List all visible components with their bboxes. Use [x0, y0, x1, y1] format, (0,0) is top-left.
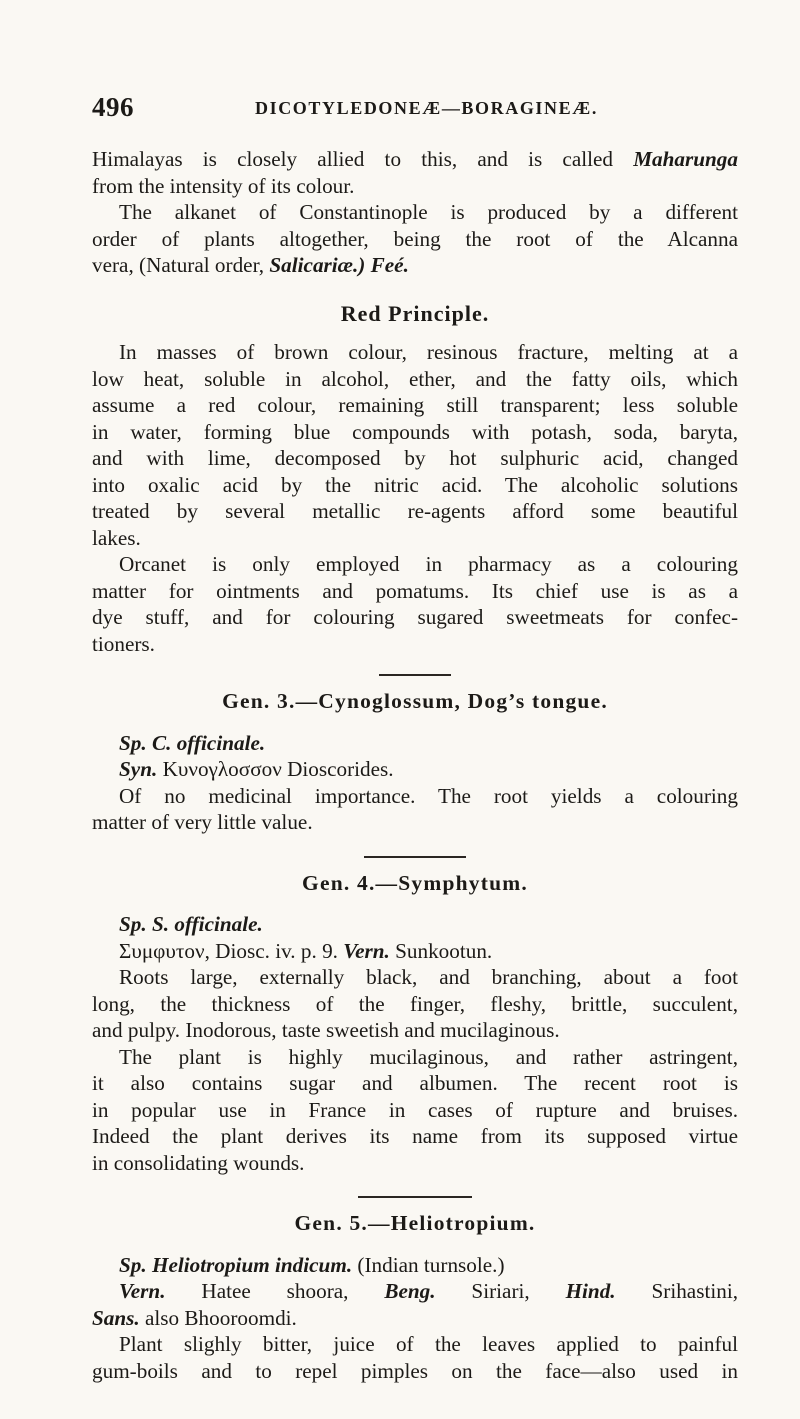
body-line: Of no medicinal importance. The root yields a colouring [119, 783, 738, 808]
body-line: The alkanet of Constantinople is produced by a different [119, 200, 738, 224]
body-line: in consolidating wounds. [92, 1150, 305, 1175]
body-line: vera, (Natural order, Salicariæ.) Feé. [92, 253, 409, 277]
body-line: matter of very little value. [92, 810, 313, 834]
body-line: from the intensity of its colour. [92, 173, 355, 198]
body-line: treated by several metallic re-agents afford some beautiful [92, 499, 738, 523]
body-line: order of plants altogether, being the root of the Alcanna [92, 226, 738, 251]
body-line: The plant is highly mucilaginous, and rather astringent, [119, 1044, 738, 1069]
body-line: Himalayas is closely allied to this, and is called Maharunga [92, 147, 738, 171]
body-line: lakes. [92, 525, 141, 550]
synonym-line: Syn. Κυνογλοσσον Dioscorides. [119, 757, 394, 781]
body-line: gum-boils and to repel pimples on the face—also used in [92, 1358, 738, 1383]
body-line: Indeed the plant derives its name from its supposed virtue [92, 1124, 738, 1148]
body-line: Plant slighly bitter, juice of the leaves applied to painful [119, 1332, 738, 1356]
section-heading-gen-5: Gen. 5.—Heliotropium. [294, 1211, 536, 1235]
body-line: long, the thickness of the finger, fleshy, brittle, succulent, [92, 991, 738, 1016]
body-line: dye stuff, and for colouring sugared sweetmeats for confec- [92, 605, 738, 629]
page-number: 496 [92, 92, 134, 122]
body-line: In masses of brown colour, resinous fracture, melting at a [119, 340, 738, 364]
body-line: into oxalic acid by the nitric acid. The alcoholic solutions [92, 472, 738, 497]
body-line: and pulpy. Inodorous, taste sweetish and mucilaginous. [92, 1018, 560, 1042]
body-line: low heat, soluble in alcohol, ether, and the fatty oils, which [92, 366, 738, 391]
body-line: Roots large, externally black, and branching, about a foot [119, 965, 738, 989]
body-line: matter for ointments and pomatums. Its chief use is as a [92, 578, 738, 603]
section-divider [364, 856, 466, 858]
vernacular-line: Vern. Hatee shoora, Beng. Siriari, Hind. Srihastini, [119, 1279, 739, 1303]
body-line: Orcanet is only employed in pharmacy as a colouring [119, 552, 738, 576]
body-line: and with lime, decomposed by hot sulphuric acid, changed [92, 446, 738, 470]
section-divider [358, 1196, 472, 1198]
section-heading-gen-4: Gen. 4.—Symphytum. [302, 870, 528, 895]
body-line: it also contains sugar and albumen. The recent root is [92, 1071, 738, 1095]
body-line: in popular use in France in cases of rupture and bruises. [92, 1097, 738, 1122]
page-header [92, 92, 732, 132]
species-line: Sp. C. officinale. [119, 730, 266, 755]
running-head: DICOTYLEDONEÆ—BORAGINEÆ. [255, 98, 598, 118]
body-line: in water, forming blue compounds with potash, soda, baryta, [92, 419, 738, 444]
page-body [92, 146, 738, 1384]
section-divider [379, 674, 451, 676]
synonym-line: Συμφυτον, Diosc. iv. p. 9. Vern. Sunkootun. [119, 938, 493, 963]
species-line: Sp. S. officinale. [119, 912, 263, 936]
species-line: Sp. Heliotropium indicum. (Indian turnsole.) [119, 1252, 505, 1277]
vernacular-line: Sans. also Bhooroomdi. [92, 1305, 297, 1330]
body-line: assume a red colour, remaining still transparent; less soluble [92, 393, 738, 417]
body-line: tioners. [92, 631, 155, 656]
section-heading-red-principle: Red Principle. [340, 300, 490, 326]
section-heading-gen-3: Gen. 3.—Cynoglossum, Dog’s tongue. [222, 689, 608, 713]
